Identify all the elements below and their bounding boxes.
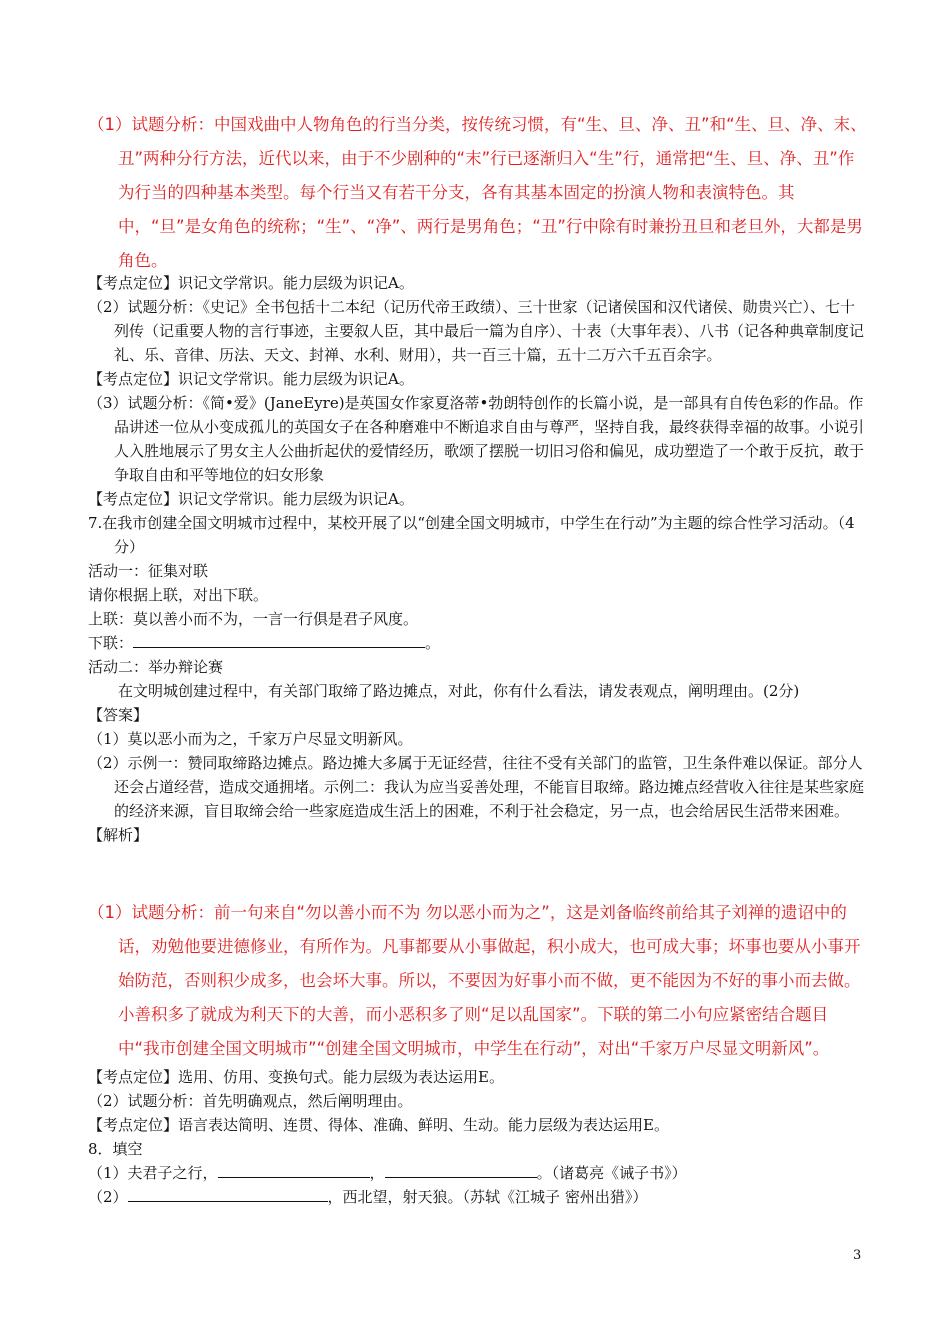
section-2 (88, 1065, 868, 1209)
key-point: 【考点定位】识记文学常识。能力层级为识记A。 (88, 274, 414, 292)
analysis-red-1 (88, 108, 868, 278)
activity-1-title: 活动一：征集对联 (88, 562, 209, 580)
activity-1-ask: 请你根据上联，对出下联。 (88, 586, 269, 604)
fill-2: （2） ，西北望，射天狼。（苏轼《江城子 密州出猎》） (88, 1185, 868, 1209)
answer-label: 【答案】 (88, 706, 149, 724)
upper-couplet: 上联：莫以善小而不为，一言一行俱是君子风度。 (88, 610, 419, 628)
fill-1: （1）夫君子之行， ， 。（诸葛亮《诫子书》） (88, 1161, 868, 1185)
question-8: 8．填空 (88, 1140, 143, 1158)
lower-couplet-end: 。 (425, 634, 441, 652)
answer-1: （1）莫以恶小而为之，千家万户尽显文明新风。 (88, 730, 413, 748)
key-point: 【考点定位】识记文学常识。能力层级为识记A。 (88, 490, 414, 508)
analysis-text: （1）试题分析：前一句来自“勿以善小而不为 勿以恶小而为之”，这是刘备临终前给其子刘禅的遗诏中的话，劝勉他要进德修业，有所作为。凡事都要从小事做起，积小成大，也可成大事；坏事也要从小事开始防范，否则积少成多，也会坏大事。所以，不要因为好事小而不做，更不能因为不好的事小而去做。小善积多了就成为利天下的大善，而小恶积多了则“足以乱国家”。下联的第二小句应紧密结合题目中“我市创建全国文明城市”“创建全国文明城市，中学生在行动”，对出“千家万户尽显文明新风”。 (88, 903, 861, 1058)
section-1 (88, 271, 868, 847)
analysis-label: 【解析】 (88, 826, 149, 844)
question-7: 7.在我市创建全国文明城市过程中，某校开展了以“创建全国文明城市，中学生在行动”为主题的综合性学习活动。（4分） (88, 514, 855, 556)
answer-2: （2）示例一：赞同取缔路边摊点。路边摊大多属于无证经营，往往不受有关部门的监管，卫生条件难以保证。部分人还会占道经营，造成交通拥堵。示例二：我认为应当妥善处理，不能盲目取缔。路边摊点经营收入往往是某些家庭的经济来源，盲目取缔会给一些家庭造成生活上的困难，不利于社会稳定，另一点，也会给居民生活带来困难。 (88, 754, 865, 820)
fill-blank-2[interactable] (128, 1185, 328, 1202)
page-number: 3 (853, 1248, 862, 1263)
key-point: 【考点定位】识记文学常识。能力层级为识记A。 (88, 370, 414, 388)
analysis-2: （2）试题分析：《史记》全书包括十二本纪（记历代帝王政绩）、三十世家（记诸侯国和汉代诸侯、勋贵兴亡）、七十列传（记重要人物的言行事迹，主要叙人臣，其中最后一篇为自序）、十表（大事年表）、八书（记各种典章制度记礼、乐、音律、历法、天文、封禅、水利、财用），共一百三十篇，五十二万六千五百余字。 (88, 298, 865, 364)
key-point: 【考点定位】语言表达简明、连贯、得体、准确、鲜明、生动。能力层级为表达运用E。 (88, 1116, 669, 1134)
key-point: 【考点定位】选用、仿用、变换句式。能力层级为表达运用E。 (88, 1068, 504, 1086)
answer-blank[interactable] (133, 631, 425, 648)
lower-couplet-label: 下联： (88, 634, 134, 652)
activity-2-title: 活动二：举办辩论赛 (88, 658, 224, 676)
activity-2-text: 在文明城创建过程中，有关部门取缔了路边摊点，对此，你有什么看法，请发表观点，阐明理由。(2分) (118, 682, 800, 700)
lower-couplet-line (88, 631, 868, 655)
analysis-3: （3）试题分析：《简•爱》(JaneEyre)是英国女作家夏洛蒂•勃朗特创作的长篇小说，是一部具有自传色彩的作品。作品讲述一位从小变成孤儿的英国女子在各种磨难中不断追求自由与尊严，坚持自我，最终获得幸福的故事。小说引人入胜地展示了男女主人公曲折起伏的爱情经历，歌颂了摆脱一切旧习俗和偏见，成功塑造了一个敢于反抗，敢于争取自由和平等地位的妇女形象 (88, 394, 865, 484)
analysis-text: （1）试题分析：中国戏曲中人物角色的行当分类，按传统习惯，有“生、旦、净、丑”和“生、旦、净、末、丑”两种分行方法，近代以来，由于不少剧种的“末”行已逐渐归入“生”行，通常把“生、旦、净、丑”作为行当的四种基本类型。每个行当又有若干分支，各有其基本固定的扮演人物和表演特色。其中，“旦”是女角色的统称；“生”、“净”、两行是男角色；“丑”行中除有时兼扮丑旦和老旦外，大都是男角色。 (88, 115, 867, 270)
analysis-red-2 (88, 896, 868, 1066)
fill-blank-1a[interactable] (218, 1161, 370, 1178)
analysis-5: （2）试题分析：首先明确观点，然后阐明理由。 (88, 1092, 413, 1110)
fill-blank-1b[interactable] (385, 1161, 537, 1178)
